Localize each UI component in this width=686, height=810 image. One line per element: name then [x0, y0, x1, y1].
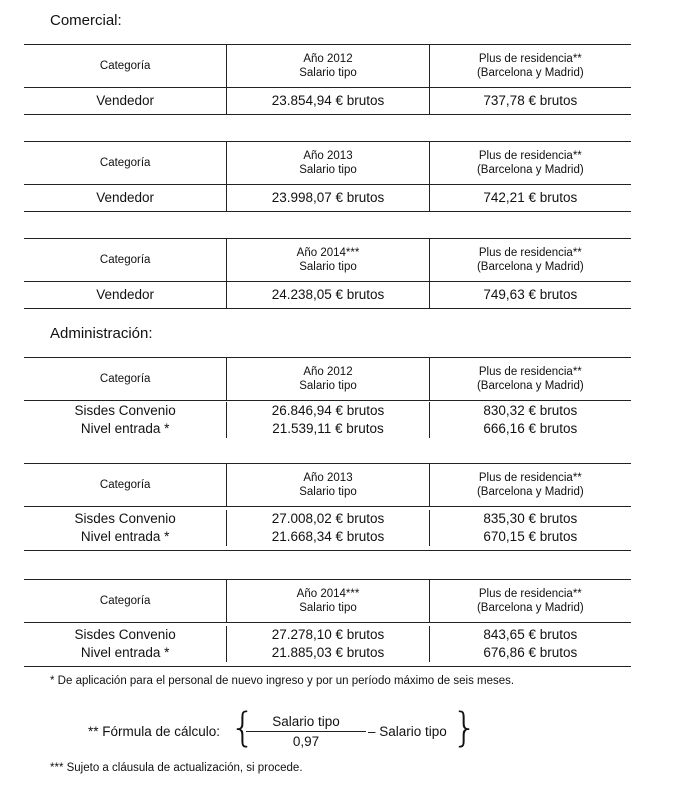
salary-table-admin-2014: [24, 579, 631, 667]
year-label: Año 2013: [303, 472, 353, 484]
year-label: Año 2013: [303, 150, 353, 162]
category-line: Sisdes Convenio: [74, 627, 176, 642]
category-line: Nivel entrada *: [80, 529, 170, 544]
plus-sub: (Barcelona y Madrid): [476, 164, 584, 176]
plus-cell: 737,78 € brutos: [429, 88, 631, 114]
category-cell: [24, 510, 226, 546]
plus-title: Plus de residencia**: [478, 366, 582, 378]
salary-line: 26.846,94 € brutos: [271, 403, 385, 418]
salary-cell: [226, 626, 428, 662]
header-categoria: Categoría: [99, 479, 151, 491]
salary-line: 27.008,02 € brutos: [271, 511, 385, 526]
header-year: [226, 580, 428, 622]
footnote-nuevo-ingreso: * De aplicación para el personal de nuevo ingreso y por un período máximo de seis meses.: [50, 675, 515, 687]
plus-cell: 749,63 € brutos: [429, 282, 631, 308]
category-line: Sisdes Convenio: [74, 511, 176, 526]
header-year: [226, 142, 428, 184]
category-line: Nivel entrada *: [80, 645, 170, 660]
salary-line: 27.278,10 € brutos: [271, 627, 385, 642]
header-year: [226, 45, 428, 87]
salario-tipo-label: Salario tipo: [299, 486, 357, 498]
category-line: Nivel entrada *: [80, 421, 170, 436]
salary-table-admin-2012: [24, 357, 631, 441]
formula-label: ** Fórmula de cálculo:: [88, 724, 221, 739]
salario-tipo-label: Salario tipo: [299, 602, 357, 614]
header-categoria: Categoría: [99, 595, 151, 607]
year-label: Año 2014***: [296, 588, 360, 600]
plus-cell: [429, 402, 631, 438]
plus-title: Plus de residencia**: [478, 588, 582, 600]
formula-minus-term: – Salario tipo: [368, 724, 447, 739]
plus-sub: (Barcelona y Madrid): [476, 380, 584, 392]
plus-cell: 742,21 € brutos: [429, 185, 631, 211]
table-row: [24, 623, 631, 666]
header-categoria: Categoría: [99, 157, 151, 169]
plus-title: Plus de residencia**: [478, 472, 582, 484]
category-cell: [24, 402, 226, 438]
table-row: [24, 88, 631, 114]
salary-table-admin-2013: [24, 463, 631, 551]
table-header: [24, 358, 631, 401]
header-year: [226, 358, 428, 400]
plus-sub: (Barcelona y Madrid): [476, 67, 584, 79]
section-title-administracion: Administración:: [50, 325, 153, 342]
header-plus: [429, 464, 631, 506]
category-line: Sisdes Convenio: [74, 403, 176, 418]
salary-cell: [226, 510, 428, 546]
category-cell: Vendedor: [96, 93, 155, 108]
table-header: [24, 45, 631, 88]
header-plus: [429, 358, 631, 400]
salario-tipo-label: Salario tipo: [299, 380, 357, 392]
header-categoria: Categoría: [99, 60, 151, 72]
formula-fraction: [246, 714, 366, 749]
plus-sub: (Barcelona y Madrid): [476, 602, 584, 614]
table-row: [24, 185, 631, 211]
formula-block: [88, 705, 488, 752]
plus-line: 666,16 € brutos: [483, 421, 578, 436]
salary-line: 21.539,11 € brutos: [272, 421, 384, 436]
category-cell: Vendedor: [96, 190, 155, 205]
plus-line: 835,30 € brutos: [483, 511, 578, 526]
salary-cell: [226, 402, 428, 438]
salary-line: 21.885,03 € brutos: [271, 645, 385, 660]
plus-cell: [429, 626, 631, 662]
fraction-denominator: 0,97: [292, 734, 320, 749]
table-row: [24, 282, 631, 308]
plus-sub: (Barcelona y Madrid): [476, 486, 584, 498]
right-brace: }: [452, 705, 478, 751]
salary-cell: 23.854,94 € brutos: [226, 88, 428, 114]
salary-line: 21.668,34 € brutos: [271, 529, 385, 544]
header-plus: [429, 45, 631, 87]
header-plus: [429, 142, 631, 184]
header-plus: [429, 580, 631, 622]
header-categoria: Categoría: [99, 373, 151, 385]
plus-line: 670,15 € brutos: [483, 529, 578, 544]
table-header: [24, 142, 631, 185]
table-header: [24, 580, 631, 623]
header-year: [226, 239, 428, 281]
footnote-actualizacion: *** Sujeto a cláusula de actualización, si procede.: [50, 762, 303, 774]
salary-cell: 24.238,05 € brutos: [226, 282, 428, 308]
salary-table-comercial-2013: [24, 141, 631, 212]
plus-line: 843,65 € brutos: [483, 627, 578, 642]
year-label: Año 2012: [303, 53, 353, 65]
year-label: Año 2012: [303, 366, 353, 378]
table-header: [24, 239, 631, 282]
section-title-comercial: Comercial:: [50, 12, 122, 29]
plus-title: Plus de residencia**: [478, 53, 582, 65]
plus-line: 830,32 € brutos: [483, 403, 578, 418]
category-cell: Vendedor: [96, 287, 155, 302]
table-row: [24, 507, 631, 550]
table-row: [24, 401, 631, 441]
plus-cell: [429, 510, 631, 546]
fraction-numerator: Salario tipo: [246, 714, 366, 732]
salario-tipo-label: Salario tipo: [299, 67, 357, 79]
salario-tipo-label: Salario tipo: [299, 261, 357, 273]
salary-table-comercial-2012: [24, 44, 631, 115]
category-cell: [24, 626, 226, 662]
header-plus: [429, 239, 631, 281]
plus-line: 676,86 € brutos: [483, 645, 578, 660]
salario-tipo-label: Salario tipo: [299, 164, 357, 176]
plus-sub: (Barcelona y Madrid): [476, 261, 584, 273]
salary-table-comercial-2014: [24, 238, 631, 309]
salary-cell: 23.998,07 € brutos: [226, 185, 428, 211]
header-year: [226, 464, 428, 506]
year-label: Año 2014***: [296, 247, 360, 259]
plus-title: Plus de residencia**: [478, 150, 582, 162]
left-brace: {: [230, 705, 256, 751]
plus-title: Plus de residencia**: [478, 247, 582, 259]
header-categoria: Categoría: [99, 254, 151, 266]
table-header: [24, 464, 631, 507]
